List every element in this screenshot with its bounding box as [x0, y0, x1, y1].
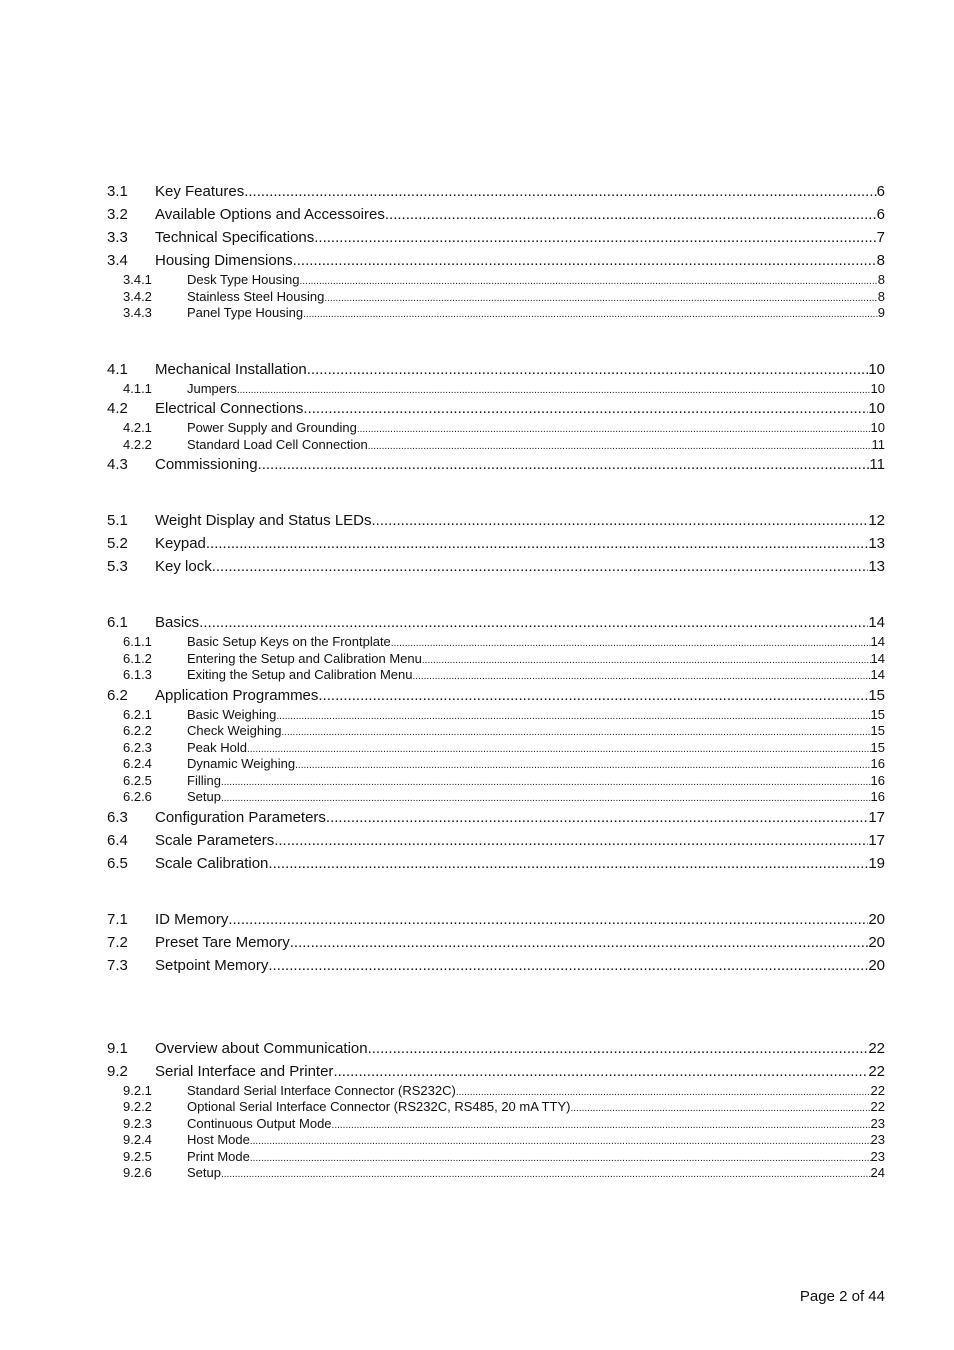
toc-number: 7.3 [107, 956, 128, 974]
toc-page: 10 [870, 380, 885, 396]
toc-title: Technical Specifications [155, 229, 315, 246]
toc-title: Housing Dimensions [155, 252, 293, 269]
toc-title: Jumpers [187, 380, 237, 396]
toc-subentry[interactable] [107, 1149, 885, 1166]
toc-entry[interactable] [107, 852, 885, 875]
toc-number: 9.2.4 [123, 1132, 152, 1147]
toc-number: 3.2 [107, 206, 128, 223]
toc-page: 6 [876, 183, 885, 200]
toc-page: 24 [870, 1165, 885, 1180]
toc-title: Basics [155, 614, 200, 631]
toc-page: 15 [870, 723, 885, 738]
toc-title: Setup [187, 789, 221, 804]
toc-leader [326, 806, 868, 829]
toc-number: 4.3 [107, 456, 128, 473]
toc-page: 8 [876, 252, 885, 269]
toc-leader [357, 422, 871, 437]
toc-number: 9.2.5 [123, 1148, 152, 1164]
toc-title: Commissioning [155, 456, 258, 473]
toc-subentry[interactable] [107, 289, 885, 306]
toc-leader [258, 453, 870, 476]
toc-subentry[interactable] [107, 420, 885, 437]
toc-subentry[interactable] [107, 707, 885, 724]
toc-leader [456, 1085, 871, 1100]
toc-leader [290, 931, 869, 954]
toc-title: Key Features [155, 183, 245, 200]
toc-subentry[interactable] [107, 1165, 885, 1182]
toc-page: 10 [870, 420, 885, 435]
toc-page: 14 [870, 650, 885, 666]
toc-subentry[interactable] [107, 651, 885, 668]
toc-entry[interactable] [107, 931, 885, 954]
toc-entry[interactable] [107, 397, 885, 420]
toc-number: 4.1.1 [123, 380, 152, 396]
toc-subentry[interactable] [107, 667, 885, 684]
toc-section [107, 908, 885, 977]
toc-title: Panel Type Housing [187, 305, 304, 320]
toc-title: Overview about Communication [155, 1039, 368, 1057]
toc-entry[interactable] [107, 684, 885, 707]
toc-number: 6.1.3 [123, 667, 152, 682]
toc-subentry[interactable] [107, 1083, 885, 1100]
toc-number: 6.2.5 [123, 772, 152, 788]
toc-title: Check Weighing [187, 723, 282, 738]
toc-leader [295, 758, 870, 773]
toc-subentry[interactable] [107, 634, 885, 651]
toc-section [107, 1037, 885, 1182]
toc-page: 8 [877, 272, 885, 287]
toc-leader [332, 1118, 871, 1133]
toc-leader [324, 291, 877, 306]
toc-leader [221, 791, 871, 806]
toc-page: 17 [868, 831, 885, 849]
toc-title: Stainless Steel Housing [187, 288, 325, 304]
toc-page: 15 [870, 739, 885, 755]
toc-title: Exiting the Setup and Calibration Menu [187, 667, 413, 682]
toc-entry[interactable] [107, 226, 885, 249]
toc-title: Weight Display and Status LEDs [155, 512, 372, 529]
toc-entry[interactable] [107, 249, 885, 272]
toc-page: 10 [868, 360, 885, 378]
toc-number: 3.4.1 [123, 272, 152, 287]
toc-title: Available Options and Accessoires [155, 206, 385, 223]
toc-number: 9.2.3 [123, 1115, 152, 1131]
toc-entry[interactable] [107, 1060, 885, 1083]
toc-leader [300, 274, 878, 289]
toc-page: 22 [868, 1039, 885, 1057]
toc-number: 3.4 [107, 252, 128, 269]
toc-section [107, 611, 885, 875]
toc-leader [199, 611, 868, 634]
toc-leader [206, 532, 868, 555]
toc-entry[interactable] [107, 1037, 885, 1060]
toc-leader [570, 1101, 870, 1116]
toc-page: 14 [868, 614, 885, 631]
toc-page: 15 [870, 706, 885, 722]
toc-page: 15 [868, 686, 885, 704]
toc-page: 11 [869, 456, 885, 473]
toc-page: 16 [870, 789, 885, 804]
toc-number: 4.1 [107, 360, 128, 378]
toc-subentry[interactable] [107, 1132, 885, 1149]
toc-page: 16 [870, 772, 885, 788]
toc-page: 22 [870, 1099, 885, 1114]
toc-number: 4.2 [107, 400, 128, 417]
toc-subentry[interactable] [107, 437, 885, 454]
toc-subentry[interactable] [107, 756, 885, 773]
toc-leader [422, 653, 871, 668]
toc-number: 6.1.2 [123, 650, 152, 666]
toc-number: 9.2.6 [123, 1165, 152, 1180]
toc-title: Desk Type Housing [187, 272, 300, 287]
toc-number: 6.2.3 [123, 739, 152, 755]
toc-page: 19 [868, 854, 885, 872]
toc-number: 9.2 [107, 1062, 128, 1080]
toc-page: 13 [868, 558, 885, 575]
toc-title: Application Programmes [155, 686, 319, 704]
toc-number: 7.1 [107, 910, 128, 928]
toc-entry[interactable] [107, 358, 885, 381]
toc-leader [228, 908, 868, 931]
toc-leader [250, 1134, 871, 1149]
toc-title: Power Supply and Grounding [187, 420, 357, 435]
toc-page: 13 [868, 535, 885, 552]
toc-title: Scale Parameters [155, 831, 275, 849]
toc-subentry[interactable] [107, 740, 885, 757]
toc-leader [212, 555, 869, 578]
toc-leader [368, 1037, 869, 1060]
toc-page: 7 [876, 229, 885, 246]
toc-page: 12 [868, 512, 885, 529]
toc-title: Continuous Output Mode [187, 1115, 332, 1131]
toc-section [107, 509, 885, 578]
toc-entry[interactable] [107, 532, 885, 555]
toc-number: 6.2.4 [123, 756, 152, 771]
toc-leader [274, 829, 868, 852]
toc-number: 6.2.2 [123, 723, 152, 738]
toc-leader [276, 709, 870, 724]
toc-number: 9.1 [107, 1039, 128, 1057]
toc-number: 6.1 [107, 614, 128, 631]
toc-leader [412, 669, 870, 684]
toc-page: 22 [868, 1062, 885, 1080]
toc-title: Host Mode [187, 1132, 250, 1147]
toc-leader [372, 509, 869, 532]
toc-title: Key lock [155, 558, 212, 575]
toc-title: Print Mode [187, 1148, 250, 1164]
toc-title: Preset Tare Memory [155, 933, 290, 951]
toc-leader [221, 1167, 871, 1182]
toc-leader [385, 203, 877, 226]
toc-number: 6.2.1 [123, 706, 152, 722]
toc-leader [318, 684, 868, 707]
toc-number: 3.4.2 [123, 288, 152, 304]
toc-leader [268, 954, 868, 977]
toc-leader [333, 1060, 868, 1083]
toc-title: Scale Calibration [155, 854, 269, 872]
toc-entry[interactable] [107, 453, 885, 476]
toc-leader [303, 307, 878, 322]
toc-page: 11 [871, 436, 885, 452]
toc-page: 20 [868, 956, 885, 974]
toc-title: Setup [187, 1165, 221, 1180]
toc-subentry[interactable] [107, 381, 885, 398]
toc-page: 6 [876, 206, 885, 223]
toc-page: 10 [868, 400, 885, 417]
toc-title: Dynamic Weighing [187, 756, 296, 771]
toc-number: 9.2.1 [123, 1082, 152, 1098]
toc-entry[interactable] [107, 806, 885, 829]
toc-leader [247, 742, 871, 757]
toc-entry[interactable] [107, 908, 885, 931]
toc-number: 6.2.6 [123, 789, 152, 804]
toc-page: 14 [870, 667, 885, 682]
toc-number: 6.3 [107, 808, 128, 826]
toc-title: Serial Interface and Printer [155, 1062, 334, 1080]
toc-number: 6.5 [107, 854, 128, 872]
toc-title: Filling [187, 772, 221, 788]
toc-title: Optional Serial Interface Connector (RS232C, RS485, 20 mA TTY) [187, 1099, 571, 1114]
toc-leader [268, 852, 868, 875]
toc-leader [244, 180, 876, 203]
toc-leader [237, 383, 871, 398]
toc-number: 5.2 [107, 535, 128, 552]
toc-entry[interactable] [107, 180, 885, 203]
toc-title: Configuration Parameters [155, 808, 326, 826]
toc-number: 3.3 [107, 229, 128, 246]
toc-number: 6.4 [107, 831, 128, 849]
toc-title: Standard Load Cell Connection [187, 436, 368, 452]
toc-page: 8 [877, 288, 885, 304]
toc-title: Basic Weighing [187, 706, 277, 722]
toc-subentry[interactable] [107, 272, 885, 289]
toc-title: Standard Serial Interface Connector (RS232C) [187, 1082, 456, 1098]
table-of-contents [107, 180, 885, 1182]
toc-number: 4.2.2 [123, 436, 152, 452]
toc-number: 4.2.1 [123, 420, 152, 435]
toc-subentry[interactable] [107, 773, 885, 790]
toc-page: 23 [870, 1115, 885, 1131]
toc-subentry[interactable] [107, 723, 885, 740]
toc-number: 3.4.3 [123, 305, 152, 320]
toc-entry[interactable] [107, 954, 885, 977]
toc-entry[interactable] [107, 203, 885, 226]
toc-title: Mechanical Installation [155, 360, 307, 378]
toc-leader [303, 397, 868, 420]
toc-title: Electrical Connections [155, 400, 304, 417]
toc-section [107, 358, 885, 477]
page-number: Page 2 of 44 [799, 1288, 885, 1305]
toc-entry[interactable] [107, 829, 885, 852]
toc-title: Basic Setup Keys on the Frontplate [187, 634, 391, 649]
toc-number: 5.3 [107, 558, 128, 575]
toc-subentry[interactable] [107, 305, 885, 322]
toc-page: 9 [877, 305, 885, 320]
toc-title: Entering the Setup and Calibration Menu [187, 650, 422, 666]
toc-title: Keypad [155, 535, 206, 552]
toc-subentry[interactable] [107, 789, 885, 806]
toc-leader [307, 358, 869, 381]
toc-number: 7.2 [107, 933, 128, 951]
toc-leader [391, 636, 871, 651]
toc-page: 14 [870, 634, 885, 649]
toc-leader [314, 226, 876, 249]
toc-subentry[interactable] [107, 1099, 885, 1116]
toc-section [107, 180, 885, 322]
toc-page: 23 [870, 1132, 885, 1147]
toc-leader [293, 249, 877, 272]
toc-title: Peak Hold [187, 739, 247, 755]
toc-page: 23 [870, 1148, 885, 1164]
toc-page: 17 [868, 808, 885, 826]
toc-leader [368, 439, 872, 454]
toc-number: 6.1.1 [123, 634, 152, 649]
toc-page: 20 [868, 933, 885, 951]
toc-number: 6.2 [107, 686, 128, 704]
toc-number: 5.1 [107, 512, 128, 529]
toc-leader [281, 725, 870, 740]
toc-page: 22 [870, 1082, 885, 1098]
toc-number: 3.1 [107, 183, 128, 200]
toc-title: Setpoint Memory [155, 956, 269, 974]
toc-number: 9.2.2 [123, 1099, 152, 1114]
toc-title: ID Memory [155, 910, 229, 928]
toc-subentry[interactable] [107, 1116, 885, 1133]
toc-leader [221, 775, 871, 790]
toc-page: 20 [868, 910, 885, 928]
toc-entry[interactable] [107, 509, 885, 532]
toc-entry[interactable] [107, 611, 885, 634]
toc-leader [250, 1151, 871, 1166]
toc-page: 16 [870, 756, 885, 771]
toc-entry[interactable] [107, 555, 885, 578]
